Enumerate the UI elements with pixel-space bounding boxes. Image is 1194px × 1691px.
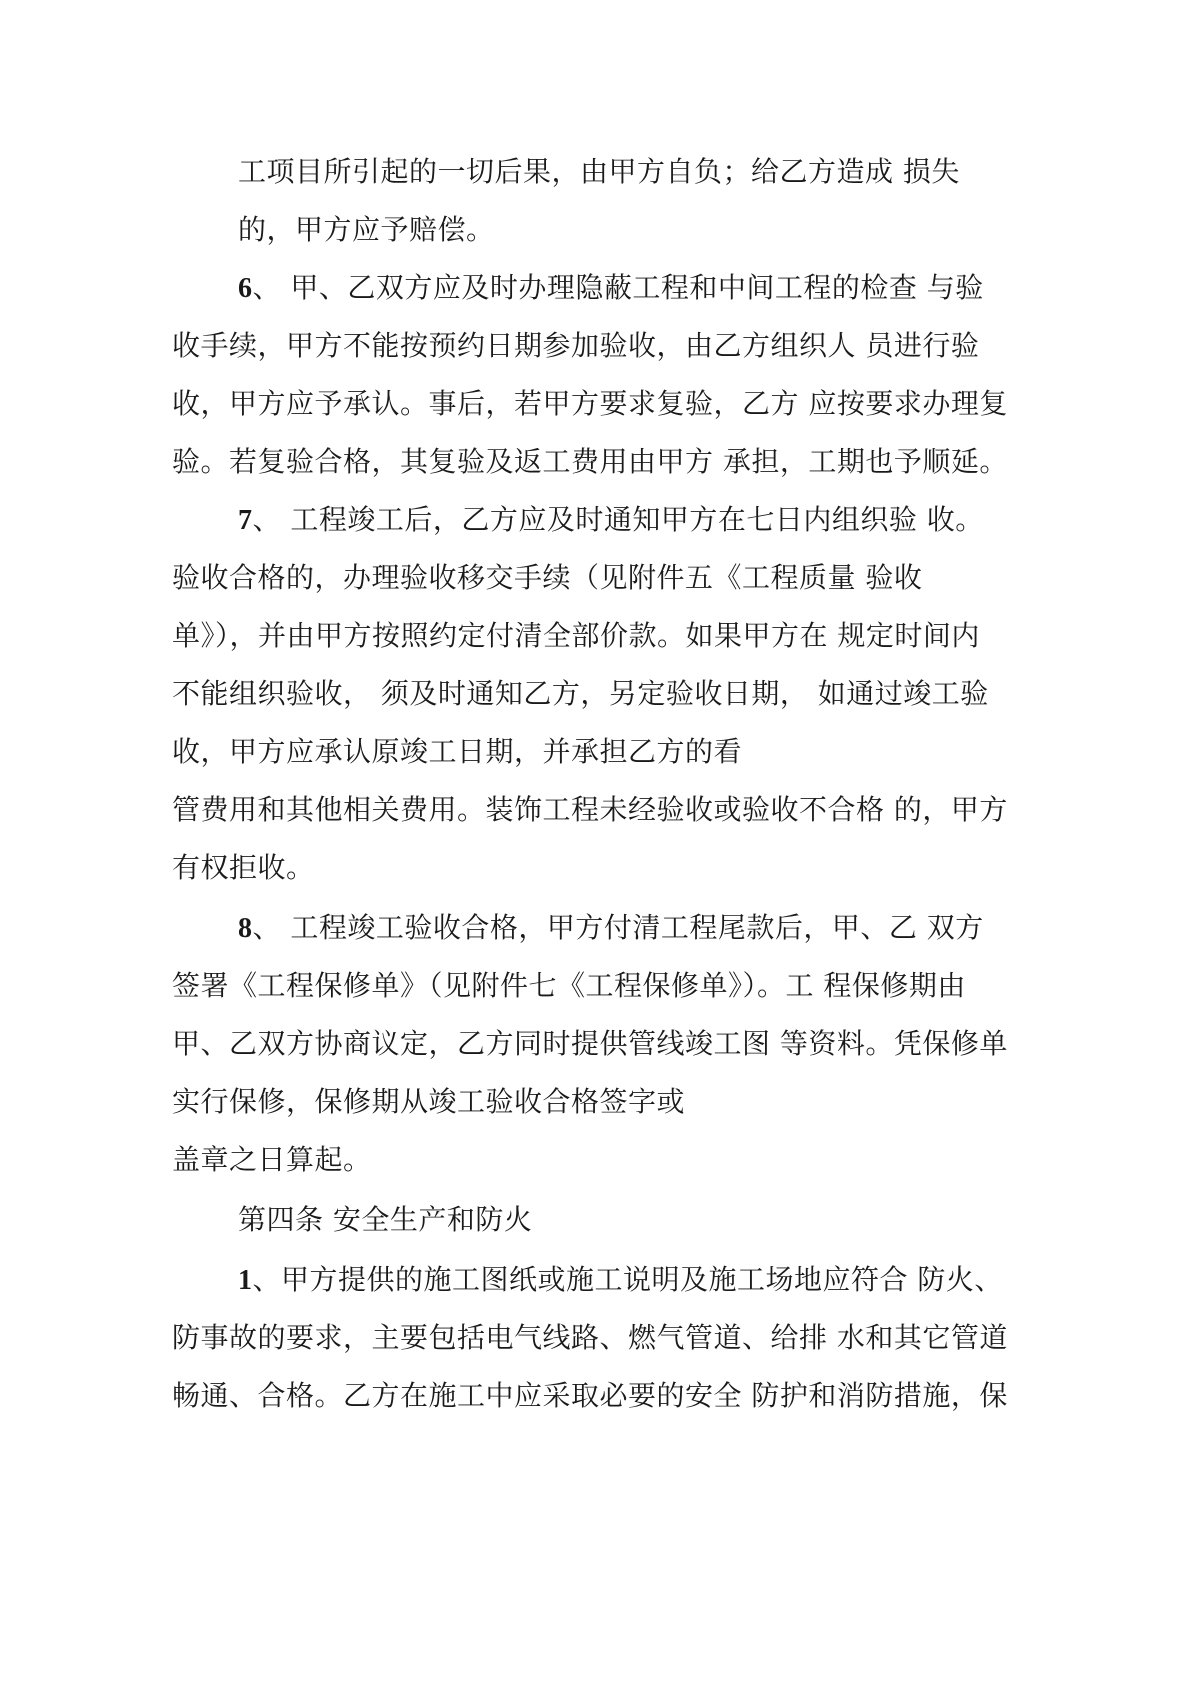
text-line: [172, 848, 315, 888]
line-text: 的，甲方应予赔偿。: [238, 213, 495, 246]
clause-1-heading-line: [238, 1260, 1003, 1300]
clause-8-heading-line: [238, 908, 984, 948]
text-line: [172, 558, 922, 598]
text-line: [172, 1024, 1008, 1064]
text-line: [172, 966, 966, 1006]
text-line: [172, 1082, 685, 1122]
clause-number: 7: [238, 505, 253, 536]
text-line: [172, 1140, 372, 1180]
clause-number: 1: [238, 1265, 253, 1296]
line-text: 收，甲方应予承认。事后，若甲方要求复验，乙方 应按要求办理复: [172, 387, 1008, 420]
text-line: [172, 1318, 1008, 1358]
text-line: [172, 674, 989, 714]
text-line: [172, 326, 979, 366]
text-line: [172, 790, 1008, 830]
section-title: 第四条 安全生产和防火: [238, 1203, 533, 1236]
line-text: 甲、乙双方协商议定，乙方同时提供管线竣工图 等资料。凭保修单: [172, 1027, 1008, 1060]
clause-number: 8: [238, 913, 253, 944]
text-line: [172, 1376, 1008, 1416]
text-line: [172, 384, 1008, 424]
section-heading: [238, 1200, 532, 1240]
line-text: 验。若复验合格，其复验及返工费用由甲方 承担，工期也予顺延。: [172, 445, 1008, 478]
line-text: 工项目所引起的一切后果，由甲方自负；给乙方造成 损失: [238, 155, 960, 188]
text-line: [238, 152, 960, 192]
line-text: 、 甲、乙双方应及时办理隐蔽工程和中间工程的检查 与验: [252, 271, 984, 304]
line-text: 、 工程竣工后，乙方应及时通知甲方在七日内组织验 收。: [252, 503, 984, 536]
line-text: 畅通、合格。乙方在施工中应采取必要的安全 防护和消防措施，保: [172, 1379, 1008, 1412]
line-text: 验收合格的，办理验收移交手续（见附件五《工程质量 验收: [172, 561, 923, 594]
clause-number: 6: [238, 273, 253, 304]
line-text: 收，甲方应承认原竣工日期，并承担乙方的看: [172, 735, 743, 768]
clause-7-heading-line: [238, 500, 984, 540]
text-line: [172, 442, 1008, 482]
line-text: 防事故的要求，主要包括电气线路、燃气管道、给排 水和其它管道: [172, 1321, 1008, 1354]
line-text: 有权拒收。: [172, 851, 315, 884]
line-text: 、甲方提供的施工图纸或施工说明及施工场地应符合 防火、: [252, 1263, 1003, 1296]
text-line: [172, 732, 742, 772]
text-line: [238, 210, 495, 250]
line-text: 管费用和其他相关费用。装饰工程未经验收或验收不合格 的，甲方: [172, 793, 1008, 826]
line-text: 签署《工程保修单》（见附件七《工程保修单》）。工 程保修期由: [172, 969, 966, 1002]
line-text: 单》），并由甲方按照约定付清全部价款。如果甲方在 规定时间内: [172, 619, 980, 652]
text-line: [172, 616, 980, 656]
line-text: 、 工程竣工验收合格，甲方付清工程尾款后，甲、乙 双方: [252, 911, 984, 944]
line-text: 不能组织验收， 须及时通知乙方，另定验收日期， 如通过竣工验: [172, 677, 989, 710]
line-text: 实行保修，保修期从竣工验收合格签字或: [172, 1085, 686, 1118]
line-text: 盖章之日算起。: [172, 1143, 372, 1176]
line-text: 收手续，甲方不能按预约日期参加验收，由乙方组织人 员进行验: [172, 329, 980, 362]
clause-6-heading-line: [238, 268, 984, 308]
